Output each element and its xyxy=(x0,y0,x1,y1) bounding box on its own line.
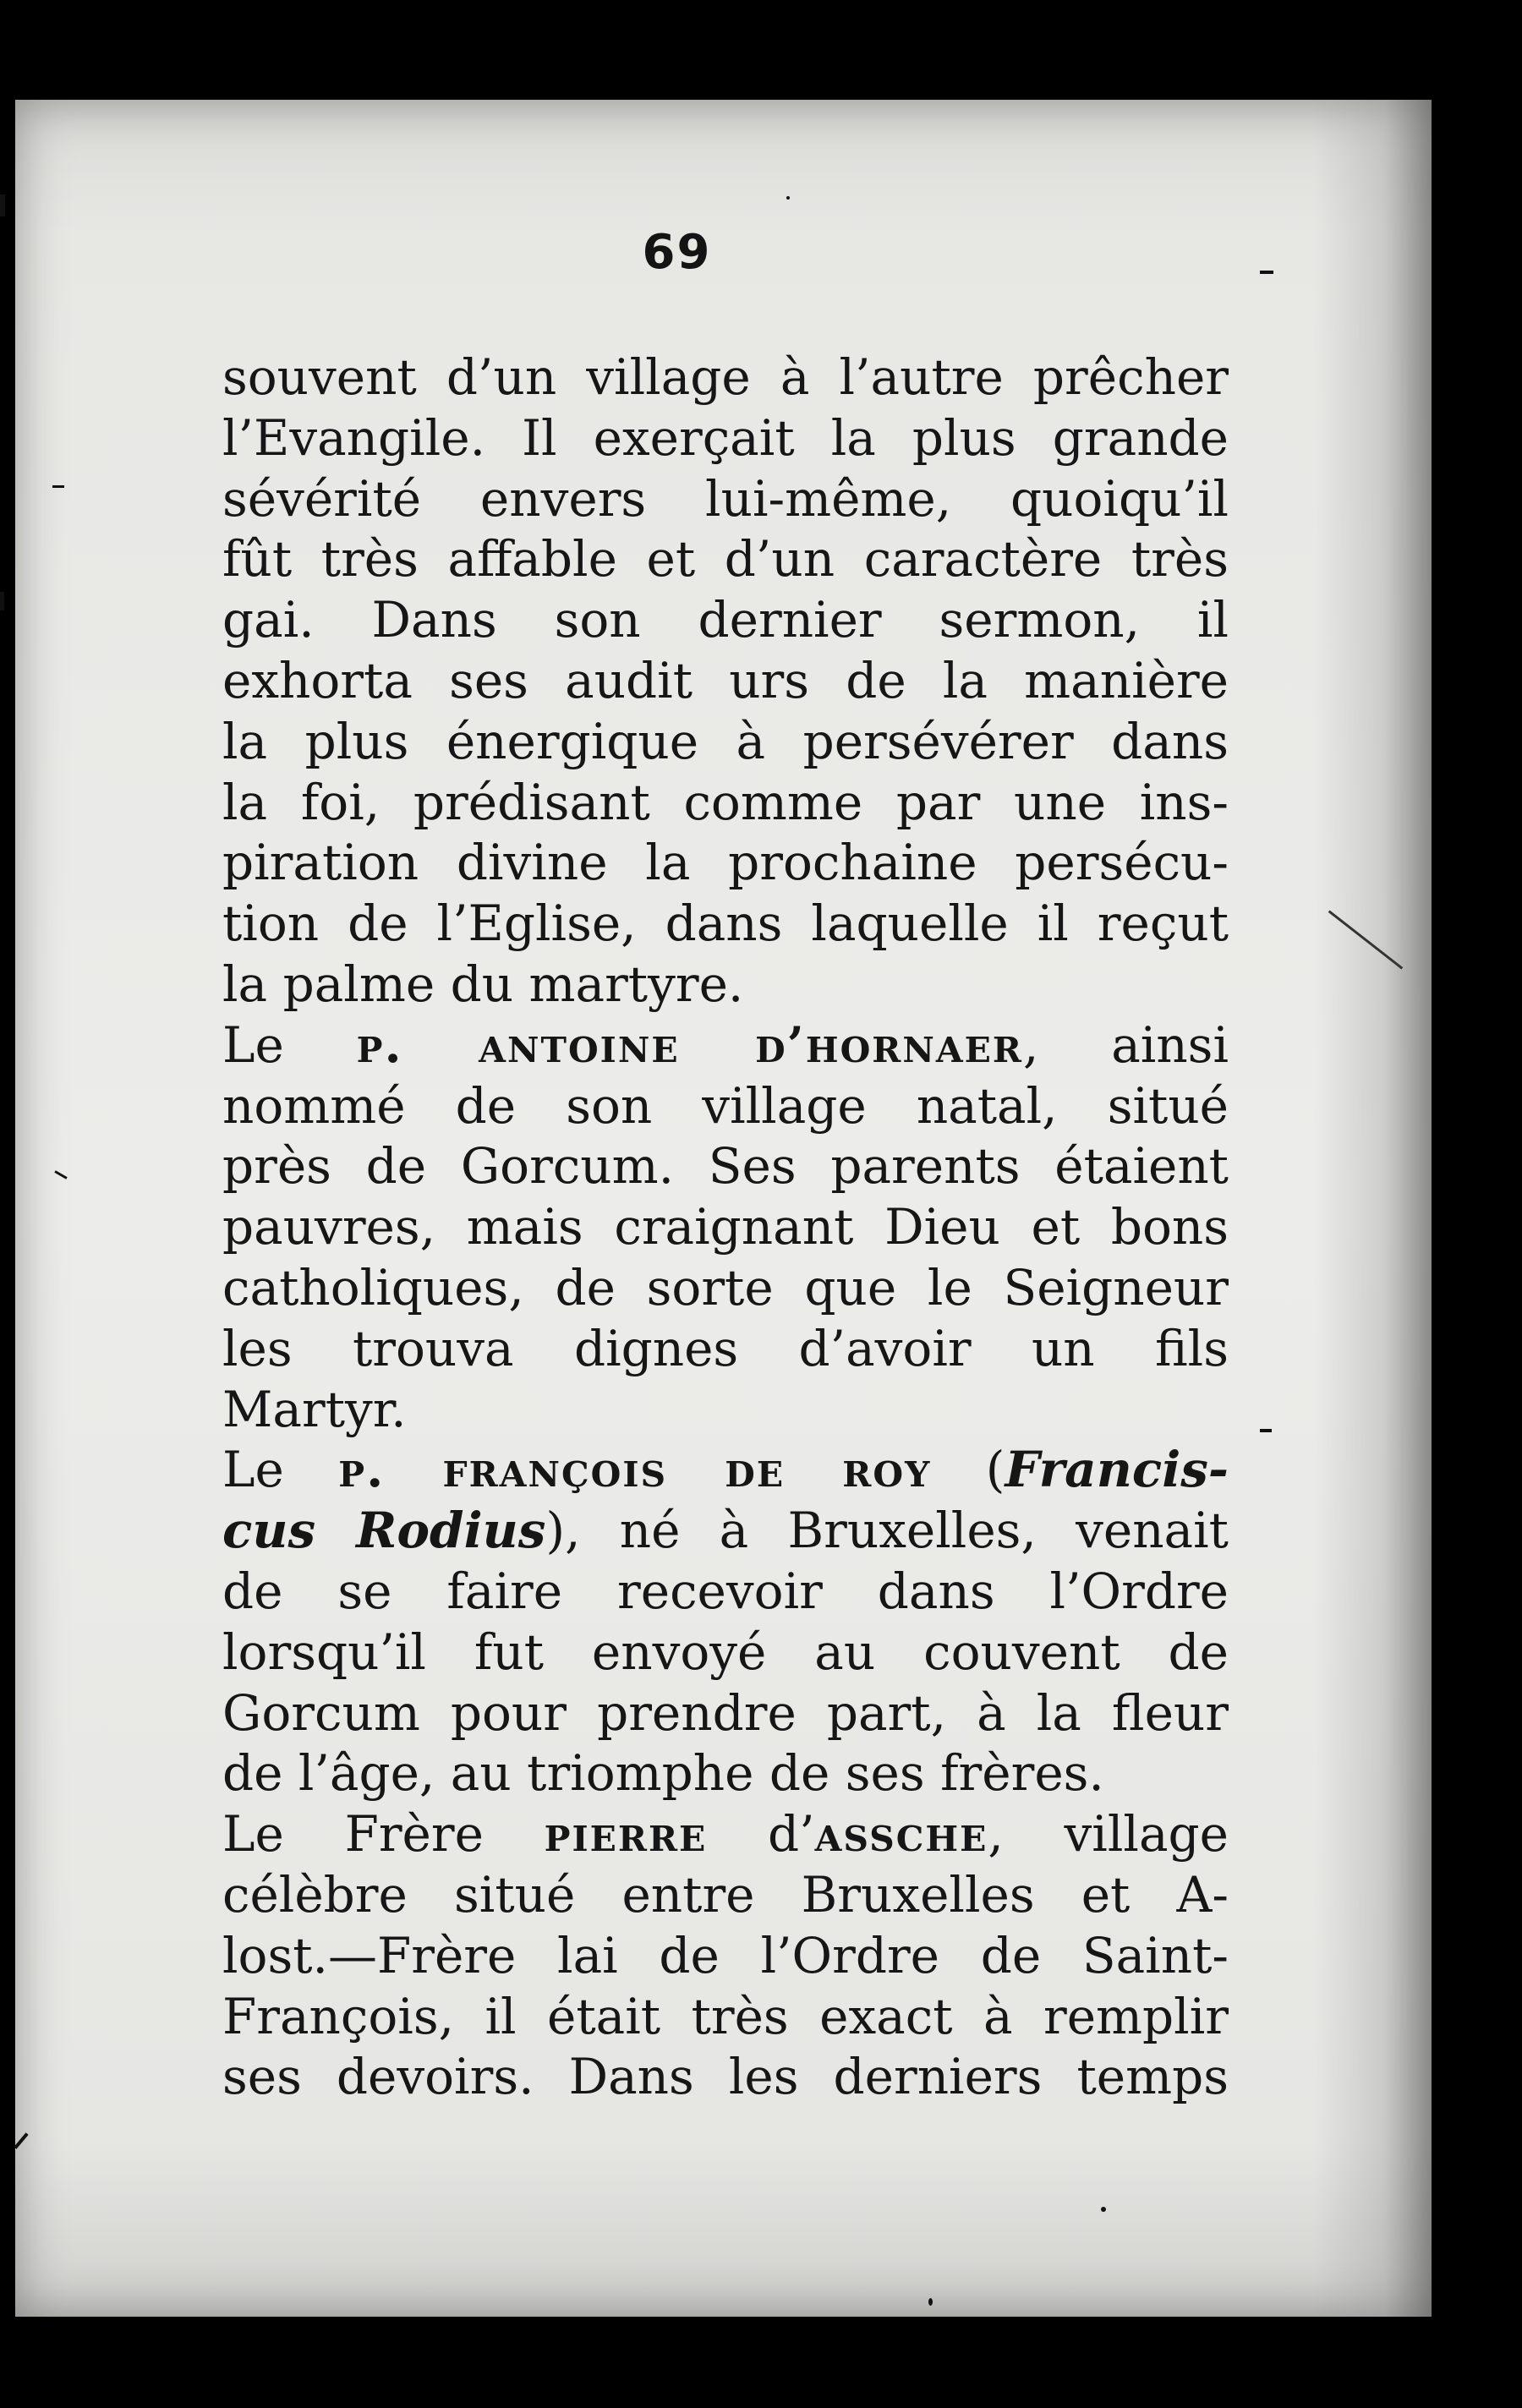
text-segment: près de Gorcum. Ses parents étaient xyxy=(222,1137,1229,1196)
text-segment: , ainsi xyxy=(1022,1015,1229,1074)
text-line xyxy=(222,1258,1229,1319)
text-segment: lorsqu’il fut envoyé au couvent de xyxy=(222,1623,1229,1681)
margin-mark xyxy=(1260,1429,1272,1432)
text-line xyxy=(222,1076,1229,1137)
text-segment: sévérité envers lui-même, quoiqu’il xyxy=(222,469,1229,528)
text-line xyxy=(222,1562,1229,1623)
text-line xyxy=(222,833,1229,894)
book-page xyxy=(15,100,1432,2317)
text-segment: ( xyxy=(931,1441,1005,1499)
text-segment: nommé de son village natal, situé xyxy=(222,1076,1229,1135)
text-segment: gai. Dans son dernier sermon, il xyxy=(222,591,1229,649)
page-number: 69 xyxy=(642,225,712,280)
text-line xyxy=(222,1743,1229,1804)
text-line xyxy=(222,1865,1229,1926)
text-segment: les trouva dignes d’avoir un fils xyxy=(222,1319,1229,1377)
text-line xyxy=(222,1440,1229,1501)
text-line xyxy=(222,1380,1229,1441)
dust-speck xyxy=(1101,2207,1106,2212)
text-segment: lost.—Frère lai de l’Ordre de Saint- xyxy=(222,1926,1229,1984)
text-line xyxy=(222,1319,1229,1380)
text-line xyxy=(222,1804,1229,1865)
text-segment: célèbre situé entre Bruxelles et A- xyxy=(222,1865,1229,1924)
text-line xyxy=(222,469,1229,530)
text-line xyxy=(222,651,1229,712)
text-segment: Le xyxy=(222,1441,339,1499)
margin-mark xyxy=(1260,271,1273,274)
text-line xyxy=(222,1501,1229,1562)
name-small-caps: pierre xyxy=(544,1805,708,1863)
text-line xyxy=(222,590,1229,651)
text-segment: la palme du martyre. xyxy=(222,955,744,1013)
text-line xyxy=(222,1926,1229,1987)
margin-mark xyxy=(0,194,5,216)
text-segment: fût très affable et d’un caractère très xyxy=(222,530,1229,588)
dust-speck xyxy=(928,2298,933,2306)
margin-mark xyxy=(0,592,4,610)
page-edge-shadow xyxy=(1313,100,1432,2317)
text-line xyxy=(222,712,1229,773)
text-segment: piration divine la prochaine persécu- xyxy=(222,834,1229,892)
text-segment: de l’âge, au triomphe de ses frères. xyxy=(222,1744,1104,1803)
text-segment: ses devoirs. Dans les derniers temps xyxy=(222,2048,1229,2106)
text-segment: Le Frère xyxy=(222,1805,545,1863)
text-segment: Le xyxy=(222,1015,357,1074)
text-line xyxy=(222,894,1229,955)
text-segment: , village xyxy=(988,1805,1229,1863)
text-line xyxy=(222,2047,1229,2108)
text-line xyxy=(222,773,1229,834)
text-segment: François, il était très exact à remplir xyxy=(222,1987,1229,2045)
text-segment: Gorcum pour prendre part, à la fleur xyxy=(222,1683,1229,1742)
text-segment: l’Evangile. Il exerçait la plus grande xyxy=(222,408,1229,467)
text-line xyxy=(222,1015,1229,1076)
body-text xyxy=(222,348,1229,2108)
latin-name-italic: cus Rodius xyxy=(222,1502,546,1560)
name-small-caps: p. antoine d’hornaer xyxy=(356,1015,1023,1074)
name-small-caps: p. françois de roy xyxy=(338,1441,932,1499)
text-line xyxy=(222,408,1229,469)
dust-speck xyxy=(786,196,790,200)
text-segment: pauvres, mais craignant Dieu et bons xyxy=(222,1198,1229,1256)
text-segment: la plus énergique à persévérer dans xyxy=(222,712,1229,770)
text-segment: ), né à Bruxelles, venait xyxy=(545,1502,1229,1560)
text-segment: exhorta ses audit urs de la manière xyxy=(222,651,1229,709)
latin-name-italic: Francis- xyxy=(1005,1441,1229,1499)
text-line xyxy=(222,1623,1229,1683)
text-segment: de se faire recevoir dans l’Ordre xyxy=(222,1562,1229,1620)
text-line xyxy=(222,348,1229,408)
text-segment: souvent d’un village à l’autre prêcher xyxy=(222,348,1229,406)
text-segment: la foi, prédisant comme par une ins- xyxy=(222,773,1229,831)
text-segment: d’ xyxy=(707,1805,815,1863)
text-line xyxy=(222,955,1229,1015)
text-segment: tion de l’Eglise, dans laquelle il reçut xyxy=(222,895,1229,953)
name-small-caps: assche xyxy=(814,1805,988,1863)
text-line xyxy=(222,1136,1229,1197)
text-segment: Martyr. xyxy=(222,1380,407,1438)
text-line xyxy=(222,1197,1229,1258)
margin-mark xyxy=(52,485,64,488)
text-line xyxy=(222,1683,1229,1744)
text-segment: catholiques, de sorte que le Seigneur xyxy=(222,1258,1229,1316)
text-line xyxy=(222,529,1229,590)
text-line xyxy=(222,1987,1229,2048)
